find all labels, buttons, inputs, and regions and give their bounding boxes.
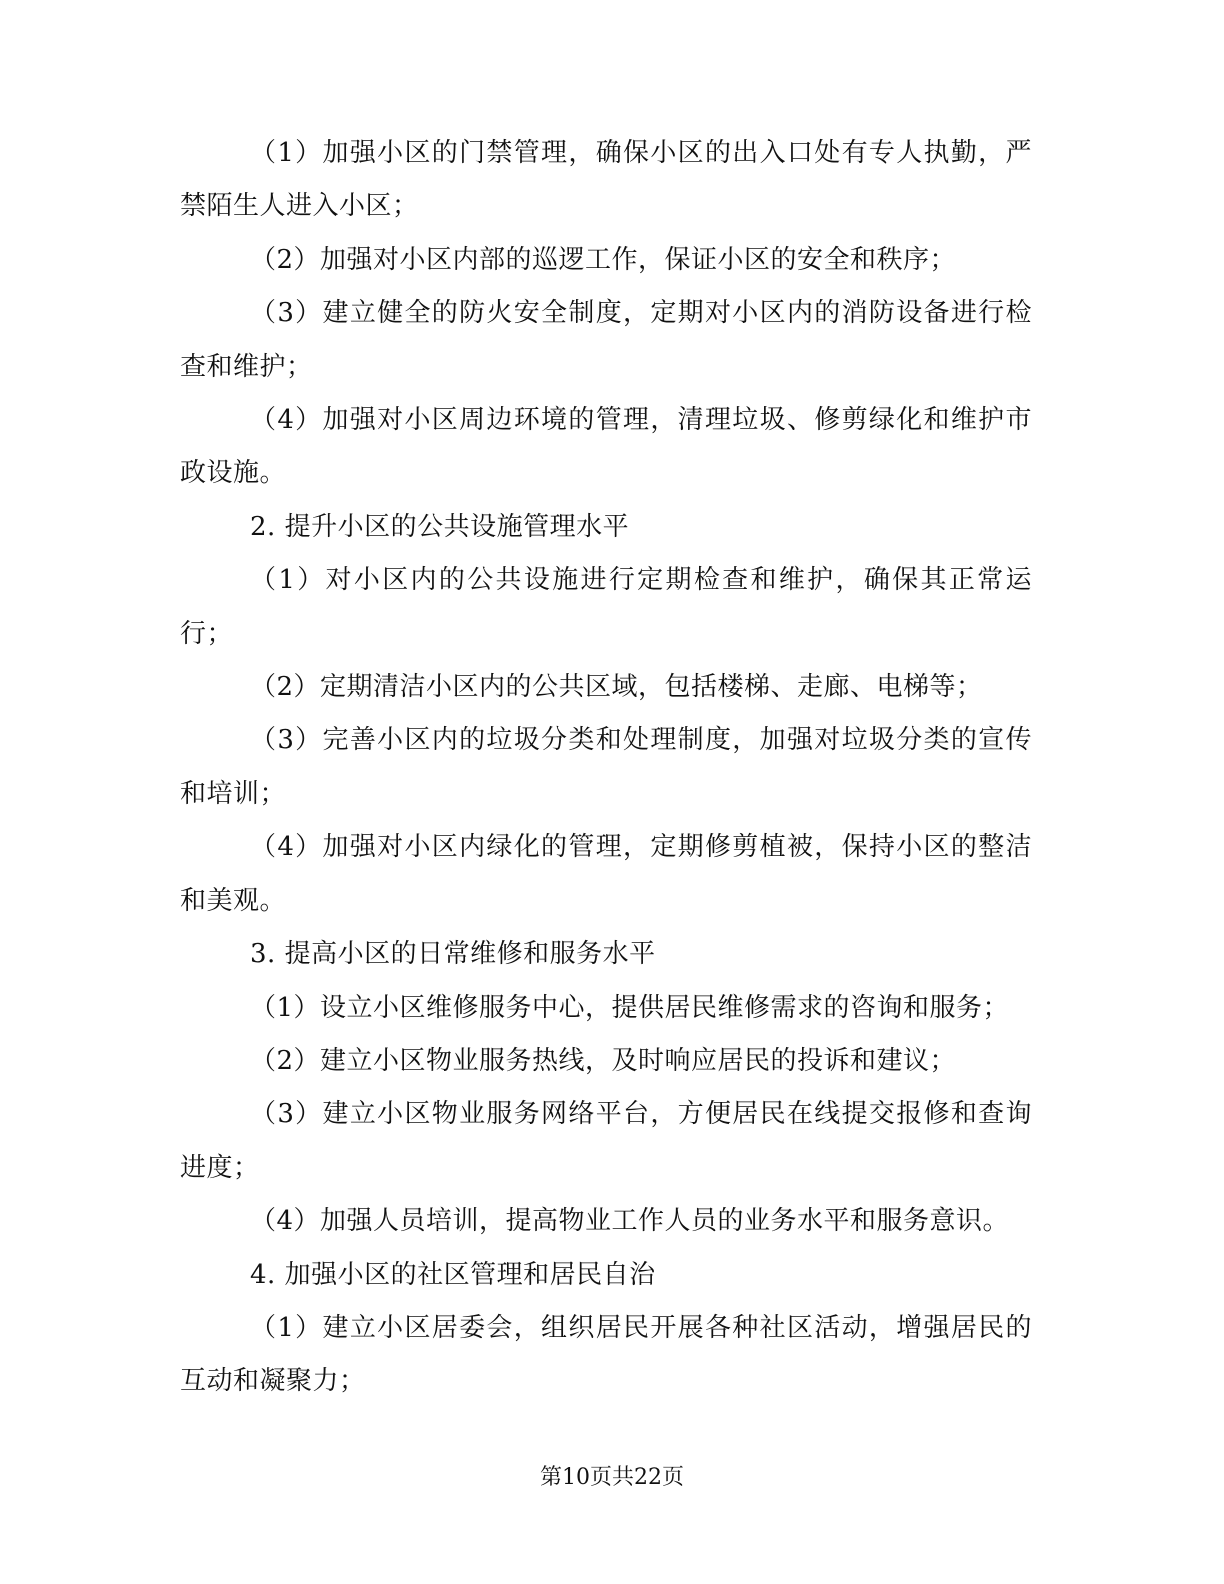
paragraph-2: （2）加强对小区内部的巡逻工作，保证小区的安全和秩序； [250, 244, 957, 275]
section-heading-3: 3. 提高小区的日常维修和服务水平 [250, 939, 656, 970]
paragraph-3: （3）建立健全的防火安全制度，定期对小区内的消防设备进行检查和维护； [180, 298, 1032, 382]
section-heading-4: 4. 加强小区的社区管理和居民自治 [250, 1259, 656, 1290]
paragraph-13: （1）建立小区居委会，组织居民开展各种社区活动，增强居民的互动和凝聚力； [180, 1312, 1032, 1397]
paragraph-8: （4）加强对小区内绿化的管理，定期修剪植被，保持小区的整洁和美观。 [180, 832, 1032, 916]
paragraph-1: （1）加强小区的门禁管理，确保小区的出入口处有专人执勤，严禁陌生人进入小区； [180, 138, 1032, 222]
paragraph-7: （3）完善小区内的垃圾分类和处理制度，加强对垃圾分类的宣传和培训； [180, 725, 1032, 809]
paragraph-9: （1）设立小区维修服务中心，提供居民维修需求的咨询和服务； [250, 992, 1010, 1023]
paragraph-5: （1）对小区内的公共设施进行定期检查和维护，确保其正常运行； [180, 565, 1032, 649]
paragraph-6: （2）定期清洁小区内的公共区域，包括楼梯、走廊、电梯等； [250, 672, 983, 703]
paragraph-10: （2）建立小区物业服务热线，及时响应居民的投诉和建议； [250, 1045, 957, 1076]
paragraph-12: （4）加强人员培训，提高物业工作人员的业务水平和服务意识。 [250, 1206, 1010, 1237]
document-body [180, 127, 1032, 1409]
page-number-footer: 第10页共22页 [540, 1465, 684, 1490]
section-heading-2: 2. 提升小区的公共设施管理水平 [250, 511, 630, 542]
paragraph-4: （4）加强对小区周边环境的管理，清理垃圾、修剪绿化和维护市政设施。 [180, 405, 1032, 489]
paragraph-11: （3）建立小区物业服务网络平台，方便居民在线提交报修和查询进度； [180, 1099, 1032, 1183]
